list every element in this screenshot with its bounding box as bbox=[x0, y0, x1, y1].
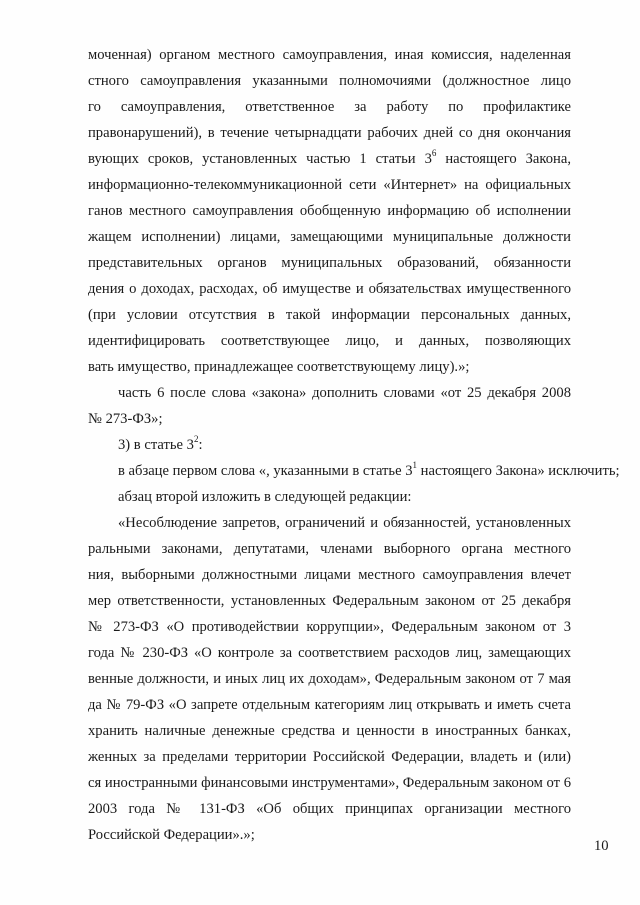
text-line: жащем исполнении) лицами, замещающими муниципальные должности bbox=[88, 229, 571, 245]
text-segment: : bbox=[198, 437, 203, 453]
text-line: хранить наличные денежные средства и ценности в иностранных банках, bbox=[88, 723, 571, 739]
text-line: часть 6 после слова «закона» дополнить словами «от 25 декабря 2008 bbox=[118, 385, 571, 401]
text-line: ния, выборными должностными лицами местного самоуправления влечет bbox=[88, 567, 571, 583]
text-line: венные должности, и иных лиц их доходам», Федеральным законом от 7 мая bbox=[88, 671, 571, 687]
text-line: правонарушений), в течение четырнадцати рабочих дней со дня окончания bbox=[88, 125, 571, 141]
text-line: «Несоблюдение запретов, ограничений и обязанностей, установленных bbox=[118, 515, 571, 531]
text-line bbox=[88, 432, 571, 458]
text-line: № 273-ФЗ»; bbox=[88, 411, 163, 427]
text-line bbox=[88, 146, 571, 172]
superscript: 1 bbox=[412, 460, 418, 471]
text-line: идентифицировать соответствующее лицо, и данных, позволяющих bbox=[88, 333, 571, 349]
text-line: мер ответственности, установленных Федеральным законом от 25 декабря bbox=[88, 593, 571, 609]
text-line: го самоуправления, ответственное за работу по профилактике bbox=[88, 99, 571, 115]
text-line: (при условии отсутствия в такой информации персональных данных, bbox=[88, 307, 571, 323]
text-line: дения о доходах, расходах, об имуществе и обязательствах имущественного bbox=[88, 281, 571, 297]
superscript: 2 bbox=[193, 434, 199, 445]
text-segment: настоящего Закона, bbox=[445, 151, 571, 167]
text-segment: настоящего Закона» исключить; bbox=[417, 463, 620, 479]
text-line: представительных органов муниципальных образований, обязанности bbox=[88, 255, 571, 271]
text-line: стного самоуправления указанными полномочиями (должностное лицо bbox=[88, 73, 571, 89]
text-line: 2003 года № 131-ФЗ «Об общих принципах организации местного bbox=[88, 801, 571, 817]
text-segment: 3) в статье 3 bbox=[118, 437, 194, 453]
superscript: 6 bbox=[431, 148, 437, 159]
text-line: года № 230-ФЗ «О контроле за соответствием расходов лиц, замещающих bbox=[88, 645, 571, 661]
text-line: ральными законами, депутатами, членами выборного органа местного bbox=[88, 541, 571, 557]
text-line: вать имущество, принадлежащее соответствующему лицу).»; bbox=[88, 359, 470, 375]
text-line: Российской Федерации».»; bbox=[88, 827, 255, 843]
text-line: абзац второй изложить в следующей редакции: bbox=[118, 489, 412, 505]
page-number: 10 bbox=[594, 838, 609, 854]
text-line: ся иностранными финансовыми инструментами», Федеральным законом от 6 bbox=[88, 775, 571, 791]
text-segment: вующих сроков, установленных частью 1 статьи 3 bbox=[88, 151, 432, 167]
text-line: моченная) органом местного самоуправления, иная комиссия, наделенная bbox=[88, 47, 571, 63]
text-line: № 273-ФЗ «О противодействии коррупции», Федеральным законом от 3 bbox=[88, 619, 571, 635]
text-segment: в абзаце первом слова «, указанными в статье 3 bbox=[118, 463, 413, 479]
text-line: да № 79-ФЗ «О запрете отдельным категориям лиц открывать и иметь счета bbox=[88, 697, 571, 713]
text-line bbox=[88, 458, 620, 484]
text-line: ганов местного самоуправления обобщенную информацию об исполнении bbox=[88, 203, 571, 219]
text-line: женных за пределами территории Российской Федерации, владеть и (или) bbox=[88, 749, 571, 765]
text-line: информационно-телекоммуникационной сети «Интернет» на официальных bbox=[88, 177, 571, 193]
